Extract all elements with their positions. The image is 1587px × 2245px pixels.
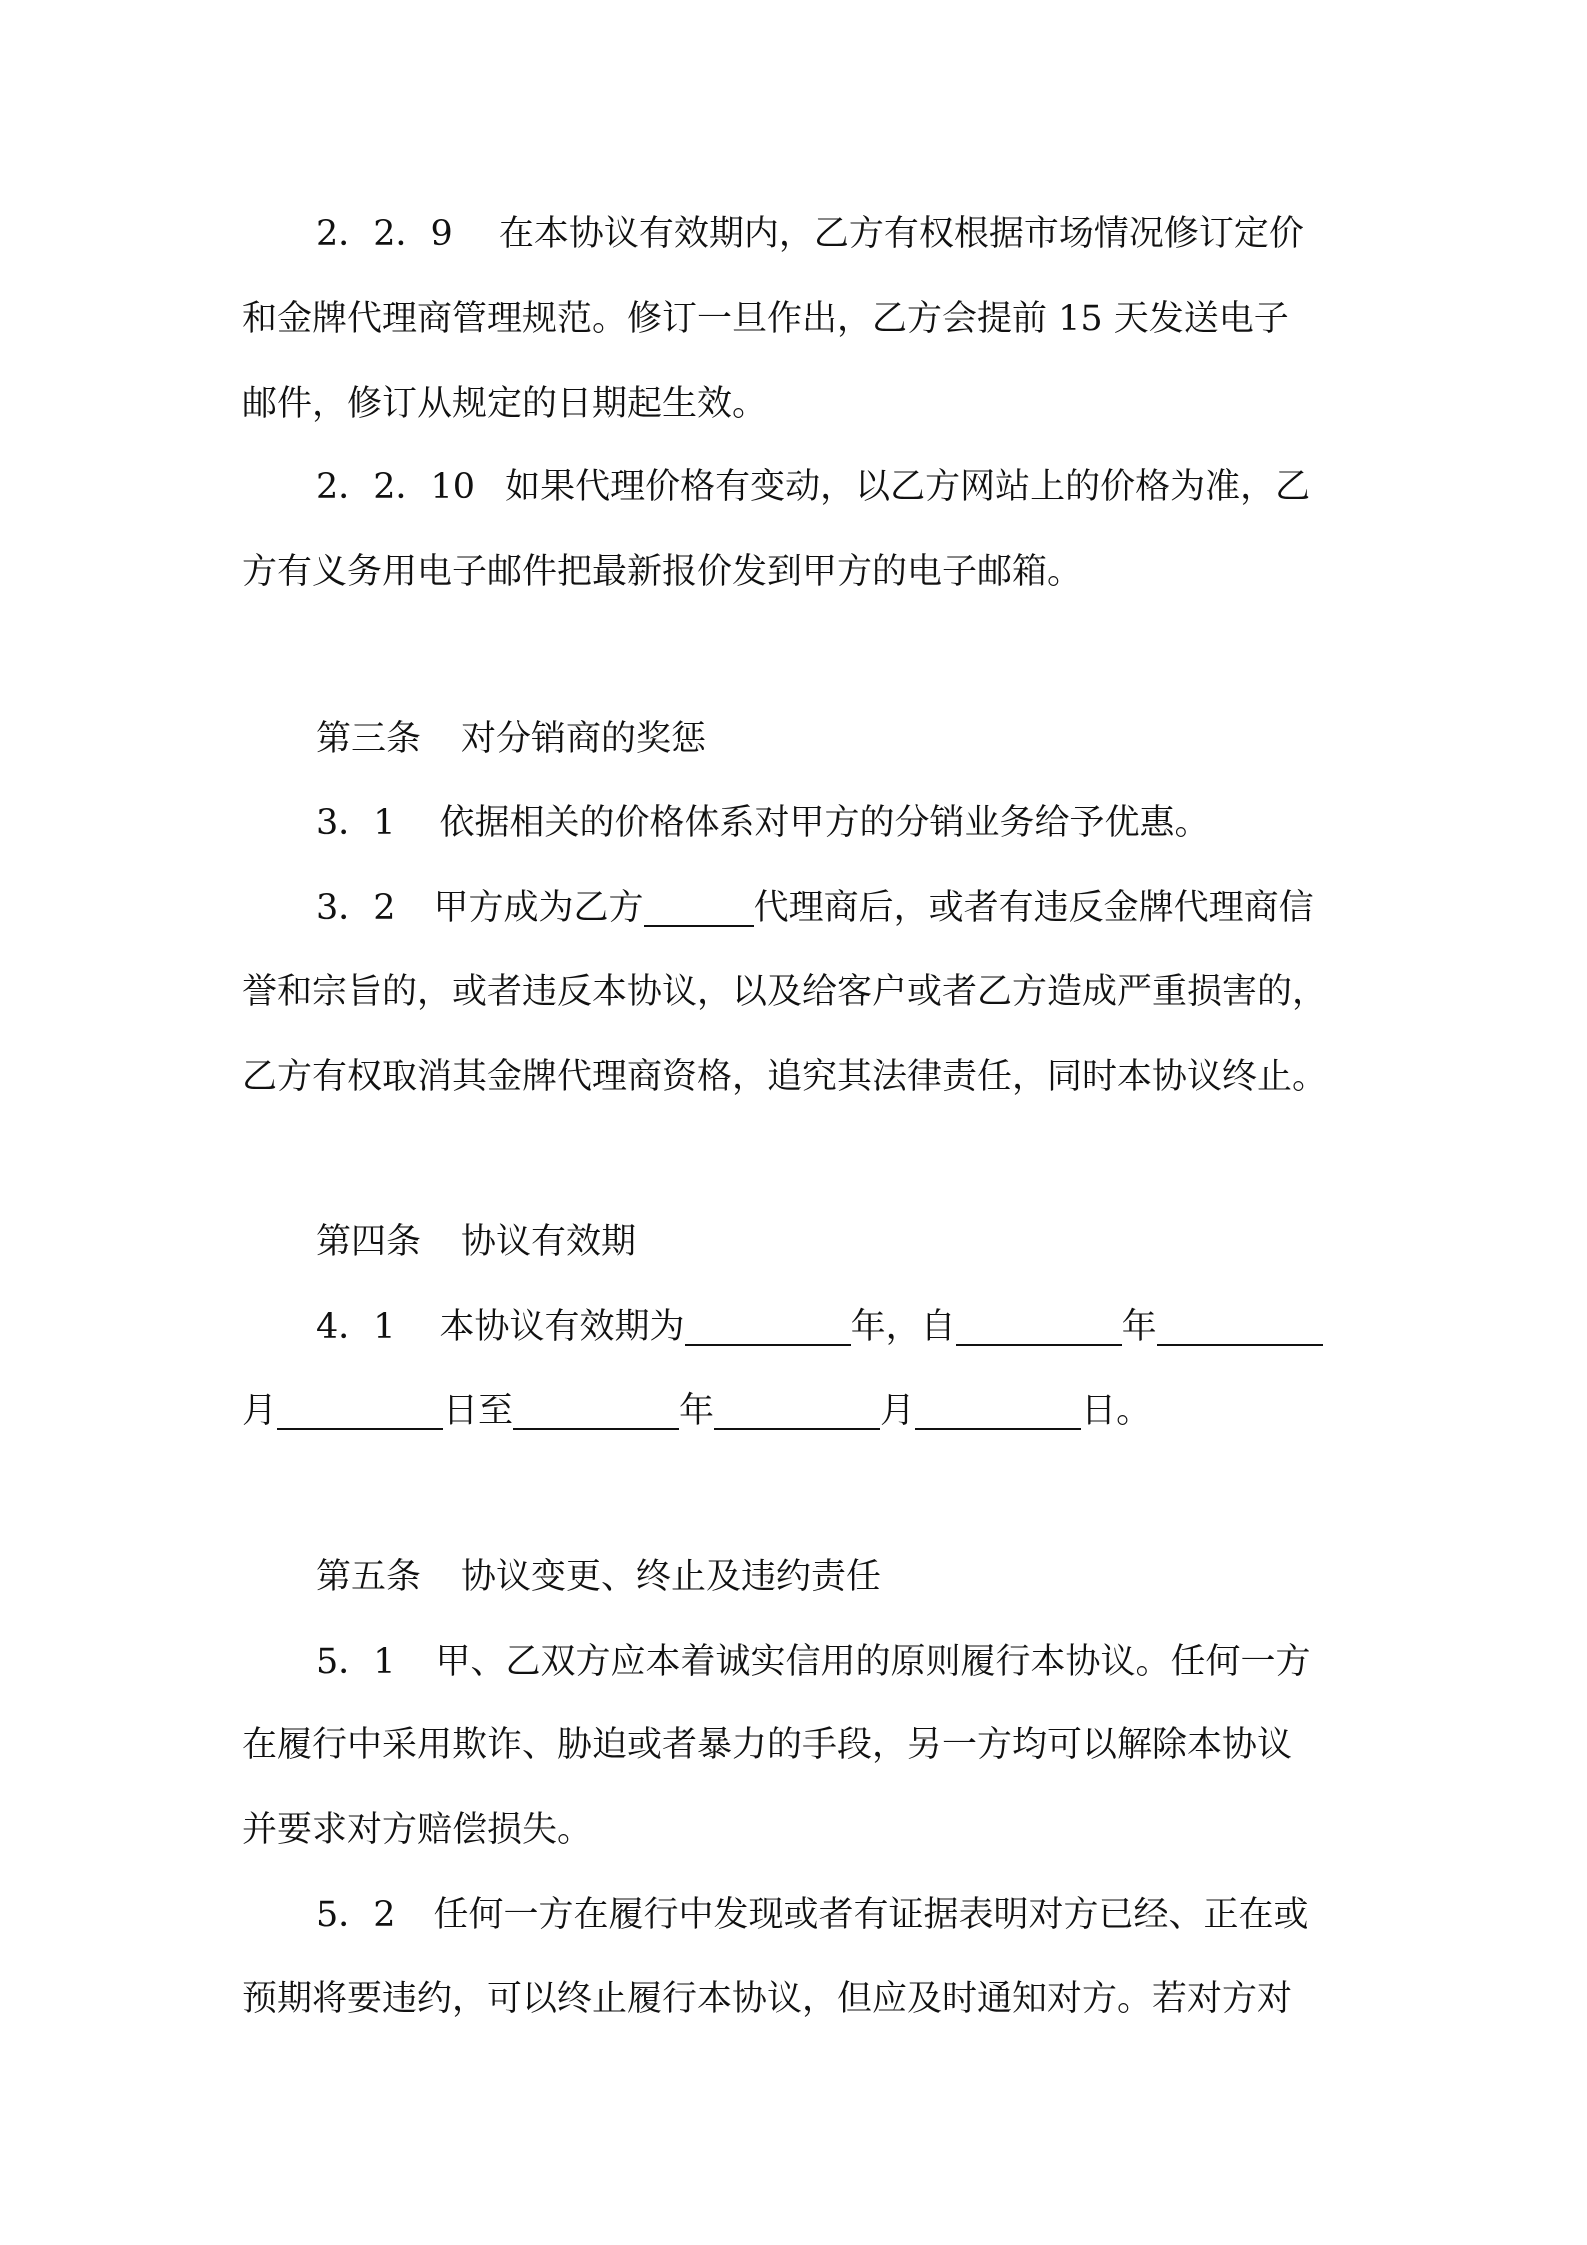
clause-5-2-line-2 [242, 1977, 1292, 2021]
clause-3-2-line-3 [242, 1055, 1327, 1099]
clause-text: 代理商后，或者有违反金牌代理商信 [753, 888, 1314, 928]
clause-number: 2．2．10 [316, 467, 476, 507]
blank-field [513, 1392, 679, 1430]
article-number: 第四条 [316, 1222, 422, 1262]
clause-number: 5．1 [316, 1642, 396, 1682]
clause-text: 在本协议有效期内，乙方有权根据市场情况修订定价 [498, 214, 1304, 254]
clause-text: 本协议有效期为 [439, 1307, 685, 1347]
blank-field [644, 889, 754, 927]
clause-text: 年 [679, 1391, 715, 1431]
clause-text: 如果代理价格有变动，以乙方网站上的价格为准，乙 [505, 467, 1311, 507]
clause-5-2-line-1 [316, 1893, 1309, 1937]
article-5-heading [316, 1555, 881, 1599]
blank-field [714, 1392, 880, 1430]
clause-5-1-line-1 [316, 1640, 1311, 1684]
clause-2-2-9-line-1 [316, 212, 1304, 256]
clause-text: 日。 [1081, 1391, 1152, 1431]
clause-2-2-10-line-2 [242, 550, 1082, 594]
clause-5-1-line-2 [242, 1723, 1292, 1767]
clause-text: 乙方有权取消其金牌代理商资格，追究其法律责任，同时本协议终止。 [242, 1057, 1328, 1097]
clause-4-1-line-1 [316, 1305, 1323, 1349]
blank-field [915, 1392, 1081, 1430]
clause-3-2-line-1 [316, 886, 1314, 930]
clause-2-2-10-line-1 [316, 465, 1310, 509]
clause-text: 并要求对方赔偿损失。 [242, 1810, 593, 1850]
blank-field [685, 1308, 851, 1346]
clause-text: 依据相关的价格体系对甲方的分销业务给予优惠。 [439, 803, 1210, 843]
clause-text: 年 [1121, 1307, 1157, 1347]
article-title: 协议有效期 [461, 1222, 637, 1262]
clause-text: 年，自 [850, 1307, 956, 1347]
article-number: 第三条 [316, 719, 422, 759]
clause-number: 4．1 [316, 1307, 396, 1347]
clause-2-2-9-line-3 [242, 382, 767, 426]
clause-3-2-line-2 [242, 970, 1327, 1014]
clause-5-1-line-3 [242, 1808, 592, 1852]
clause-2-2-9-line-2 [242, 297, 1289, 341]
clause-number: 3．2 [316, 888, 396, 928]
blank-field [1157, 1308, 1323, 1346]
clause-text: 邮件，修订从规定的日期起生效。 [242, 384, 768, 424]
clause-text: 甲方成为乙方 [433, 888, 644, 928]
clause-text: 誉和宗旨的，或者违反本协议，以及给客户或者乙方造成严重损害的， [242, 972, 1328, 1012]
clause-text: 在履行中采用欺诈、胁迫或者暴力的手段，另一方均可以解除本协议 [242, 1725, 1293, 1765]
blank-field [277, 1392, 443, 1430]
clause-text: 和金牌代理商管理规范。修订一旦作出，乙方会提前 15 天发送电子 [242, 299, 1289, 339]
clause-number: 5．2 [316, 1895, 396, 1935]
clause-text: 方有义务用电子邮件把最新报价发到甲方的电子邮箱。 [242, 552, 1083, 592]
blank-field [956, 1308, 1122, 1346]
clause-text: 日至 [443, 1391, 514, 1431]
article-title: 对分销商的奖惩 [461, 719, 707, 759]
clause-number: 3．1 [316, 803, 396, 843]
clause-text: 甲、乙双方应本着诚实信用的原则履行本协议。任何一方 [435, 1642, 1311, 1682]
clause-text: 月 [880, 1391, 916, 1431]
clause-text: 月 [242, 1391, 278, 1431]
clause-number: 2．2．9 [316, 214, 453, 254]
clause-text: 预期将要违约，可以终止履行本协议，但应及时通知对方。若对方对 [242, 1979, 1293, 2019]
article-4-heading [316, 1220, 636, 1264]
article-3-heading [316, 717, 706, 761]
clause-3-1-line-1 [316, 801, 1210, 845]
clause-4-1-line-2 [242, 1389, 1151, 1433]
article-number: 第五条 [316, 1557, 422, 1597]
clause-text: 任何一方在履行中发现或者有证据表明对方已经、正在或 [433, 1895, 1309, 1935]
article-title: 协议变更、终止及违约责任 [461, 1557, 882, 1597]
